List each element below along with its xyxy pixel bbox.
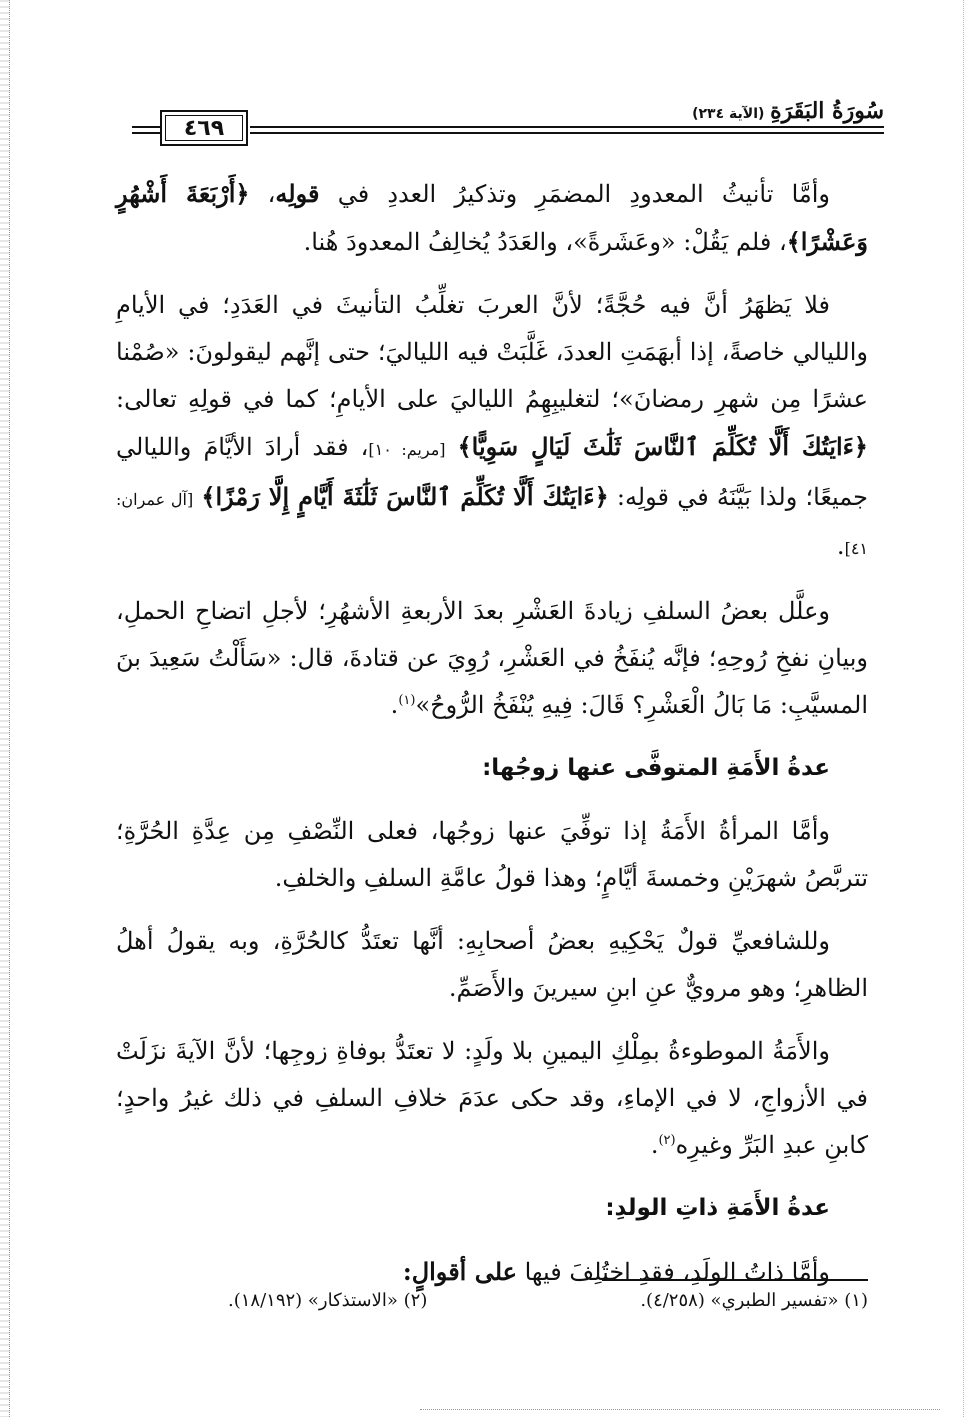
section-heading-1: عدةُ الأَمَةِ المتوفَّى عنها زوجُها: — [482, 755, 830, 781]
header-rule-bottom — [250, 132, 884, 134]
p7-text-a: وأمَّا ذاتُ الولَدِ، فقدِ اختُلِفَ فيها — [516, 1258, 830, 1286]
verse-label: (الآية ٢٣٤) — [692, 106, 765, 122]
p2-reference-2: [آل عمران: ٤١] — [116, 490, 868, 558]
paragraph-6 — [116, 1028, 868, 1169]
page-header — [132, 96, 884, 144]
footnote-1: (١) «تفسير الطبري» (٤/٢٥٨). — [640, 1290, 868, 1311]
surah-title: سُورَةُ البَقَرَةِ — [770, 98, 884, 124]
footnote-marker-2[interactable]: (٢) — [658, 1133, 676, 1148]
p3-text-a: وعلَّل بعضُ السلفِ زيادةَ العَشْرِ بعدَ الأربعةِ الأشهُرِ؛ لأجلِ اتضاحِ الحملِ، وبيانِ نفخِ رُوحِهِ؛ فإنَّه يُنفَخُ في العَشْرِ، رُوِيَ عن قتادةَ، قال: «سَأَلْتُ سَعِيدَ بنَ المسيَّبِ: مَا بَالُ الْعَشْرِ؟ قَالَ: فِيهِ يُنْفَخُ الرُّوحُ» — [116, 597, 868, 719]
p7-text-b: على أقوالٍ: — [402, 1257, 517, 1286]
p2-quran-quote-1: ﴿ءَايَتُكَ أَلَّا تُكَلِّمَ ٱلنَّاسَ ثَلَٰثَ لَيَالٍ سَوِيًّا﴾ — [457, 432, 868, 461]
footnotes — [228, 1290, 868, 1311]
paragraph-4: وأمَّا المرأةُ الأَمَةُ إذا توفِّيَ عنها زوجُها، فعلى النِّصْفِ مِن عِدَّةِ الحُرَّةِ؛ تتربَّصُ شهرَيْنِ وخمسةَ أيَّامٍ؛ وهذا قولُ عامَّةِ السلفِ والخلفِ. — [116, 817, 868, 892]
header-rule-top — [250, 126, 884, 128]
paragraph-3 — [116, 588, 868, 729]
p6-text-b: . — [650, 1131, 659, 1159]
scan-bottom-edge — [420, 1409, 940, 1413]
p6-text-a: والأَمَةُ الموطوءةُ بمِلْكِ اليمينِ بلا ولَدٍ: لا تعتَدُّ بوفاةِ زوجِها؛ لأنَّ الآيةَ نزَلَتْ في الأزواجِ، لا في الإماءِ، وقد حكى عدَمَ خلافِ السلفِ في ذلك غيرُ واحدٍ؛ كابنِ عبدِ البَرِّ وغيرِه — [116, 1037, 868, 1159]
page-body — [116, 170, 868, 1312]
p1-quran-quote: ﴿أَرْبَعَةَ أَشْهُرٍ وَعَشْرًا﴾ — [116, 179, 868, 256]
running-head — [684, 98, 884, 124]
paragraph-1 — [116, 170, 868, 266]
paragraph-2 — [116, 282, 868, 572]
paragraph-7 — [116, 1248, 868, 1296]
p1-text-a: وأمَّا تأنيثُ المعدودِ المضمَرِ وتذكيرُ العددِ في — [319, 180, 831, 208]
section-heading-2: عدةُ الأَمَةِ ذاتِ الولدِ: — [605, 1195, 830, 1221]
p2-quran-quote-2: ﴿ءَايَتُكَ أَلَّا تُكَلِّمَ ٱلنَّاسَ ثَلَٰثَةَ أَيَّامٍ إِلَّا رَمْزًا﴾ — [201, 482, 609, 511]
page-number-ornament — [132, 126, 160, 134]
footnote-2: (٢) «الاستذكار» (١٨/١٩٢). — [228, 1290, 428, 1311]
scan-right-edge — [963, 0, 974, 1417]
p2-reference-1: [مريم: ١٠] — [368, 440, 446, 459]
footnote-separator — [602, 1279, 868, 1281]
p2-text-a: فلا يَظهَرُ أنَّ فيه حُجَّةً؛ لأنَّ العربَ تغلِّبُ التأنيثَ في العَدَدِ؛ في الأيامِ والليالي خاصةً، إذا أبهَمَتِ العددَ، غَلَّبَتْ فيه اللياليَ؛ حتى إنَّهم ليقولونَ: «صُمْنا عشرًا مِن شهرِ رمضانَ»؛ لتغليبِهِمُ اللياليَ على الأيامِ؛ كما في قولِهِ تعالى: — [116, 291, 868, 413]
p1-text-b: قولِه — [275, 179, 320, 208]
footnote-marker-1[interactable]: (١) — [398, 693, 416, 708]
page-number-box — [160, 110, 248, 146]
p1-text-d: ، فلم يَقُلْ: «وعَشَرةً»، والعَدَدُ يُخالِفُ المعدودَ هُنا. — [303, 228, 787, 256]
scan-left-edge — [0, 0, 10, 1417]
p2-text-c: . — [836, 532, 845, 560]
p2-text-b: ، فقد أرادَ الأيَّامَ والليالي جميعًا؛ ولذا بَيَّنَهُ في قولِه: — [116, 433, 868, 511]
p3-text-b: . — [390, 691, 399, 719]
p1-text-c: ، — [249, 180, 276, 208]
page-number: ٤٦٩ — [183, 115, 225, 141]
paragraph-5: وللشافعيِّ قولٌ يَحْكِيهِ بعضُ أصحابِهِ: أنَّها تعتَدُّ كالحُرَّةِ، وبه يقولُ أهلُ الظاهرِ؛ وهو مرويٌّ عنِ ابنِ سيرينَ والأَصَمِّ. — [116, 927, 868, 1002]
